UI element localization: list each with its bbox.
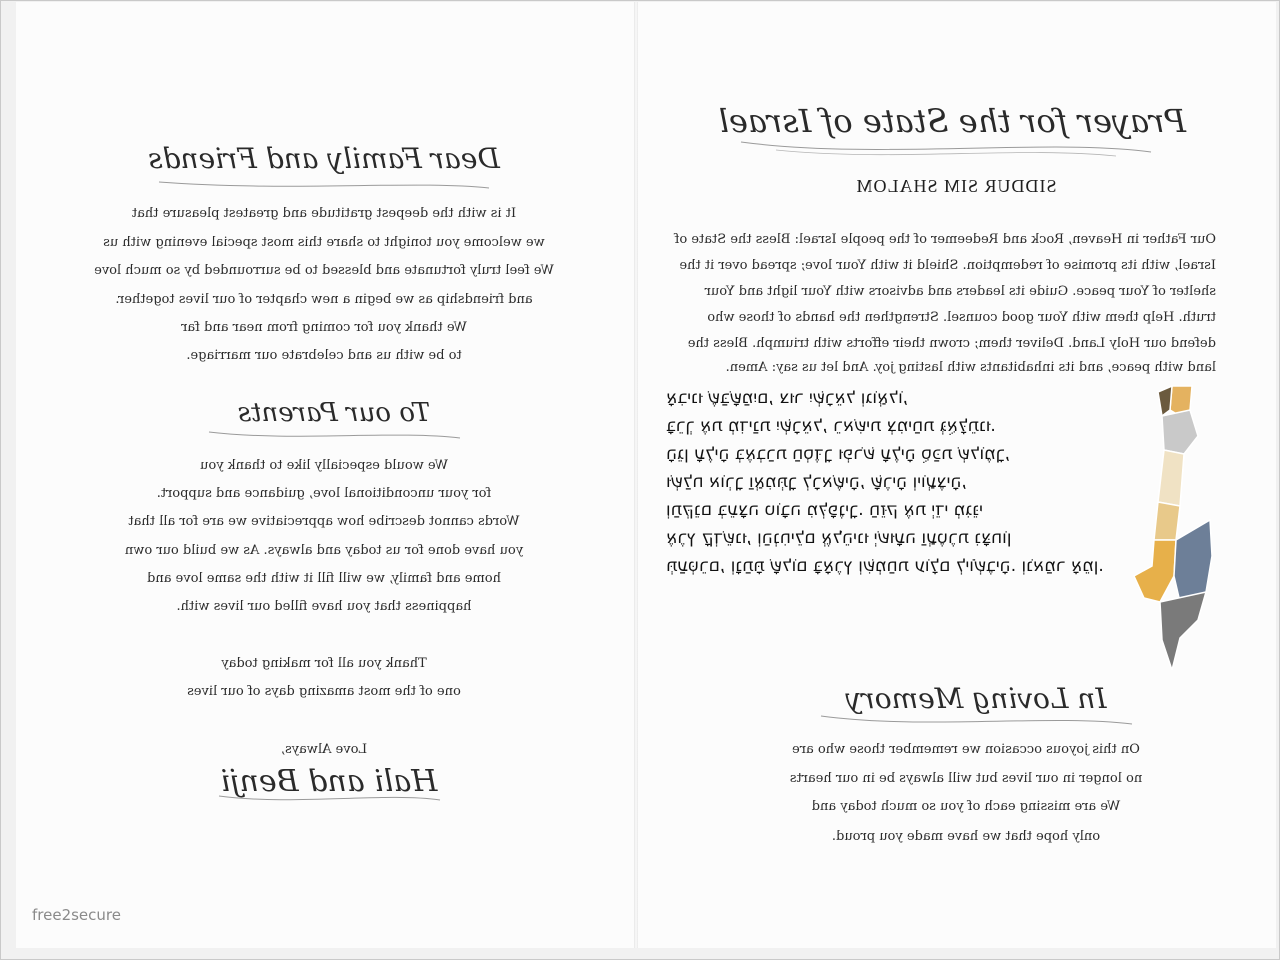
hebrew-line: תְּעַטְּרֵם, וְנָתַתָּ שָׁלוֹם בָּאָרֶץ וְשִׂמְחַת עוֹלָם לְיוֹשְׁבֶיהָ. וְנֹאמַר אָמֵן. xyxy=(666,556,1104,576)
map-region xyxy=(1158,386,1172,416)
parents-line: home and family, we will fill it with the same love and xyxy=(147,571,501,586)
map-region xyxy=(1134,540,1176,602)
prayer-line: truth. Help them with Your good counsel. Strengthen the hands of those who xyxy=(707,310,1216,325)
left-page-content xyxy=(16,2,634,948)
hebrew-line: בָּרֵךְ אֶת מְדִינַת יִשְׂרָאֵל, רֵאשִׁית צְמִיחַת גְּאֻלָּתֵנוּ. xyxy=(666,416,996,436)
hebrew-line: וּשְׁלַח אוֹרְךָ וַאֲמִתְּךָ לְרָאשֶׁיהָ, שָׂרֶיהָ וְיוֹעֲצֶיהָ, xyxy=(666,472,967,492)
parents-line: you have done for us today and always. As we build our own xyxy=(124,543,524,558)
hebrew-line: אָבִינוּ שֶׁבַּשָּׁמַיִם, צוּר יִשְׂרָאֵל וְגוֹאֲלוֹ, xyxy=(666,388,909,408)
watermark: free2secure xyxy=(32,906,121,924)
memory-line: We are missing each of you so much today and xyxy=(811,799,1121,814)
memory-line: On this joyous occasion we remember those who are xyxy=(792,742,1140,757)
memory-line: no longer in our lives but will always be in our hearts xyxy=(789,771,1143,786)
prayer-line: land with peace, and its inhabitants with lasting joy. And let us say: Amen. xyxy=(725,360,1216,375)
hebrew-line: אֶרֶץ קָדְשֵׁנוּ, וְהַנְחִילֵם אֱלֹהֵינוּ יְשׁוּעָה וַעֲטֶרֶת נִצָּחוֹן xyxy=(666,528,1012,548)
thanks-line: one of the most amazing days of our lives xyxy=(187,684,461,699)
prayer-subtitle: SIDDUR SIM SHALOM xyxy=(855,176,1057,196)
heading-parents: To our Parents xyxy=(237,398,431,428)
memory-title: In Loving Memory xyxy=(845,682,1107,715)
intro-line: we welcome you tonight to share this most special evening with us xyxy=(103,235,545,250)
map-region xyxy=(1162,410,1198,454)
israel-map xyxy=(1110,380,1220,670)
memory-line: only hope that we have made you proud. xyxy=(831,829,1101,844)
parents-line: for your unconditional love, guidance and support. xyxy=(156,486,492,501)
right-page-content xyxy=(638,2,1276,948)
hebrew-line: הָגֵן עָלֶיהָ בְּאֶבְרַת חַסְדֶּךָ וּפְרֹשׂ עָלֶיהָ סֻכַּת שְׁלוֹמֶךָ, xyxy=(666,444,1011,464)
intro-line: to be with us and celebrate our marriage. xyxy=(186,348,462,363)
intro-line: We feel truly fortunate and blessed to be surrounded by so much love xyxy=(94,263,554,278)
closing: Love Always, xyxy=(280,742,368,757)
parents-line: happiness that you have filled our lives with. xyxy=(176,599,472,614)
hebrew-line: וְתַקְּנֵם בְּעֵצָה טוֹבָה מִלְּפָנֶיךָ. חַזֵּק אֶת יְדֵי מְגִנֵּי xyxy=(666,500,983,520)
prayer-title: Prayer for the State of Israel xyxy=(718,102,1186,140)
prayer-line: Our Father in Heaven, Rock and Redeemer of the people Israel: Bless the State of xyxy=(674,232,1216,247)
signature: Hali and Benji xyxy=(220,764,438,799)
thanks-line: Thank you all for making today xyxy=(221,656,427,671)
intro-line: It is with the deepest gratitude and greatest pleasure that xyxy=(131,206,517,221)
prayer-line: defend our Holy Land. Deliver them; crown their efforts with triumph. Bless the xyxy=(687,336,1216,351)
map-region xyxy=(1154,502,1180,540)
map-region xyxy=(1158,450,1184,506)
map-region xyxy=(1160,592,1206,670)
intro-line: We thank you for coming from near and far xyxy=(181,320,467,335)
heading-family: Dear Family and Friends xyxy=(148,142,500,175)
intro-line: and friendship as we begin a new chapter of our lives together. xyxy=(115,292,533,307)
prayer-line: Israel, with its promise of redemption. Shield it with Your love; spread over it the xyxy=(679,258,1216,273)
parents-line: Words cannot describe how appreciative we are for all that xyxy=(128,514,520,529)
parents-line: We would especially like to thank you xyxy=(200,458,448,473)
map-region xyxy=(1174,520,1212,602)
prayer-line: shelter of Your peace. Guide its leaders and advisors with Your light and Your xyxy=(704,284,1216,299)
